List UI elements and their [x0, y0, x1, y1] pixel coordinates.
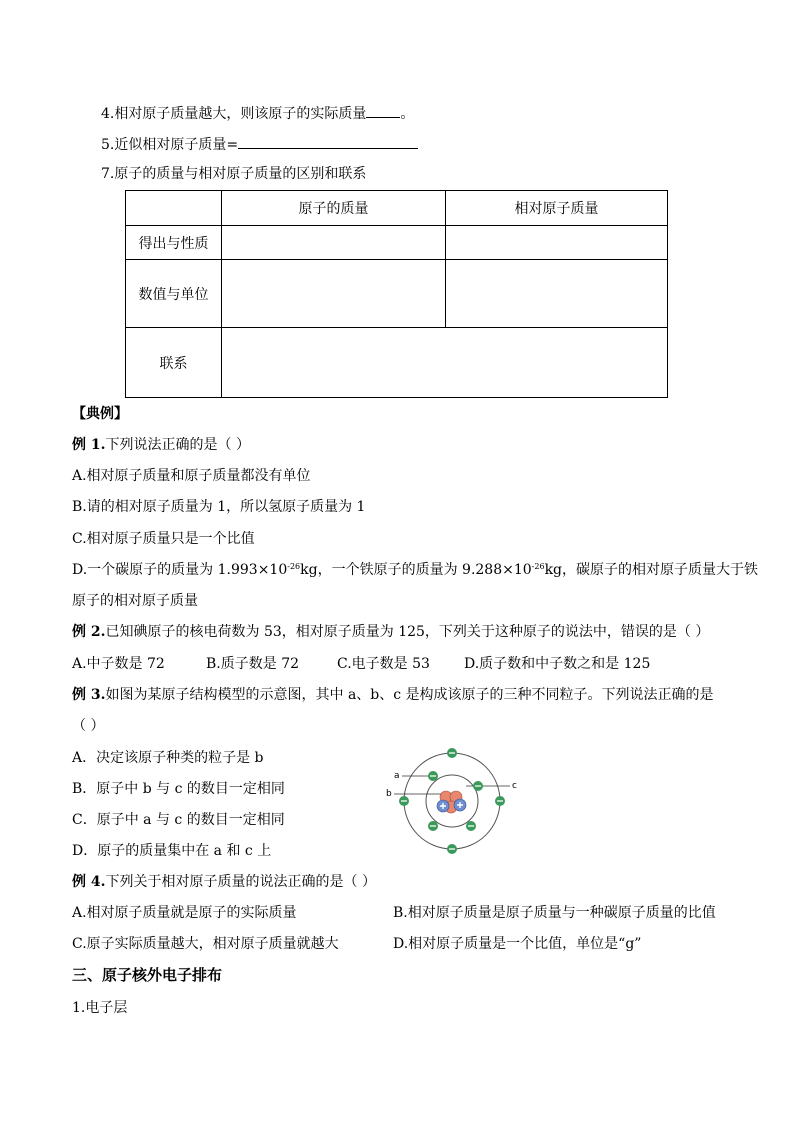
answer-cell[interactable]	[222, 260, 446, 328]
answer-cell[interactable]	[222, 328, 668, 398]
ex1-option-d[interactable]: D.一个碳原子的质量为 $1.993\times 10^{-26}kg$，一个铁原子的质量为 $9.288\times 10^{-26}kg$，碳原子的相对原子质量大于铁	[72, 562, 759, 578]
label-c: c	[512, 781, 517, 791]
subsection-title: 1.电子层	[72, 1000, 128, 1016]
ex1-option-b[interactable]: B.请的相对原子质量为 1，所以氢原子质量为 1	[72, 499, 366, 515]
ex2-option-a[interactable]: A.中子数是 72	[72, 656, 165, 672]
table-header-cell: 相对原子质量	[446, 191, 668, 226]
table-row	[126, 328, 668, 398]
ex4-stem: 例 4.下列关于相对原子质量的说法正确的是（ ）	[72, 874, 376, 890]
ex1-option-a[interactable]: A.相对原子质量和原子质量都没有单位	[72, 468, 311, 484]
item-4: 4.相对原子质量越大，则该原子的实际质量 。	[101, 103, 414, 123]
ex2-option-c[interactable]: C.电子数是 53	[337, 656, 430, 672]
ex1-option-d-cont: 原子的相对原子质量	[72, 593, 198, 609]
table-header-cell: 原子的质量	[222, 191, 446, 226]
section-title: 【典例】	[72, 406, 128, 422]
ex4-option-b[interactable]: B.相对原子质量是原子质量与一种碳原子质量的比值	[393, 905, 716, 921]
ex2-option-d[interactable]: D.质子数和中子数之和是 125	[464, 656, 651, 672]
ex3-option-b[interactable]: B．原子中 b 与 c 的数目一定相同	[72, 781, 285, 797]
ex2-option-b[interactable]: B.质子数是 72	[206, 656, 300, 672]
comparison-table	[125, 190, 668, 398]
row-label: 联系	[126, 328, 222, 398]
item-7: 7.原子的质量与相对原子质量的区别和联系	[101, 166, 367, 182]
answer-cell[interactable]	[446, 260, 668, 328]
ex4-option-a[interactable]: A.相对原子质量就是原子的实际质量	[72, 905, 297, 921]
ex3-option-a[interactable]: A．决定该原子种类的粒子是 b	[72, 750, 264, 766]
label-a: a	[394, 771, 400, 781]
ex2-stem: 例 2.已知碘原子的核电荷数为 53，相对原子质量为 125，下列关于这种原子的说法中，错误的是（ ）	[72, 624, 710, 640]
section3-title: 三、原子核外电子排布	[72, 966, 223, 984]
answer-blank-5[interactable]	[238, 134, 418, 149]
ex4-option-d[interactable]: D.相对原子质量是一个比值，单位是“g”	[393, 936, 642, 952]
answer-cell[interactable]	[446, 226, 668, 260]
row-label: 得出与性质	[126, 226, 222, 260]
answer-blank-4[interactable]	[366, 103, 400, 118]
ex4-option-c[interactable]: C.原子实际质量越大，相对原子质量就越大	[72, 936, 339, 952]
table-row	[126, 226, 668, 260]
ex3-stem: 例 3.如图为某原子结构模型的示意图，其中 a、b、c 是构成该原子的三种不同粒子。下列说法正确的是	[72, 687, 714, 703]
row-label: 数值与单位	[126, 260, 222, 328]
ex1-stem: 例 1.下列说法正确的是（ ）	[72, 437, 250, 453]
ex3-option-d[interactable]: D．原子的质量集中在 a 和 c 上	[72, 843, 272, 859]
ex1-option-c[interactable]: C.相对原子质量只是一个比值	[72, 531, 255, 547]
table-row	[126, 260, 668, 328]
item-5: 5.近似相对原子质量=	[101, 134, 418, 154]
answer-cell[interactable]	[222, 226, 446, 260]
table-header-cell	[126, 191, 222, 226]
ex3-option-c[interactable]: C．原子中 a 与 c 的数目一定相同	[72, 812, 285, 828]
ex3-paren: （ ）	[72, 718, 105, 734]
table-header-row	[126, 191, 668, 226]
atom-structure-diagram	[380, 742, 530, 860]
label-b: b	[386, 789, 392, 799]
nucleus	[437, 791, 466, 813]
